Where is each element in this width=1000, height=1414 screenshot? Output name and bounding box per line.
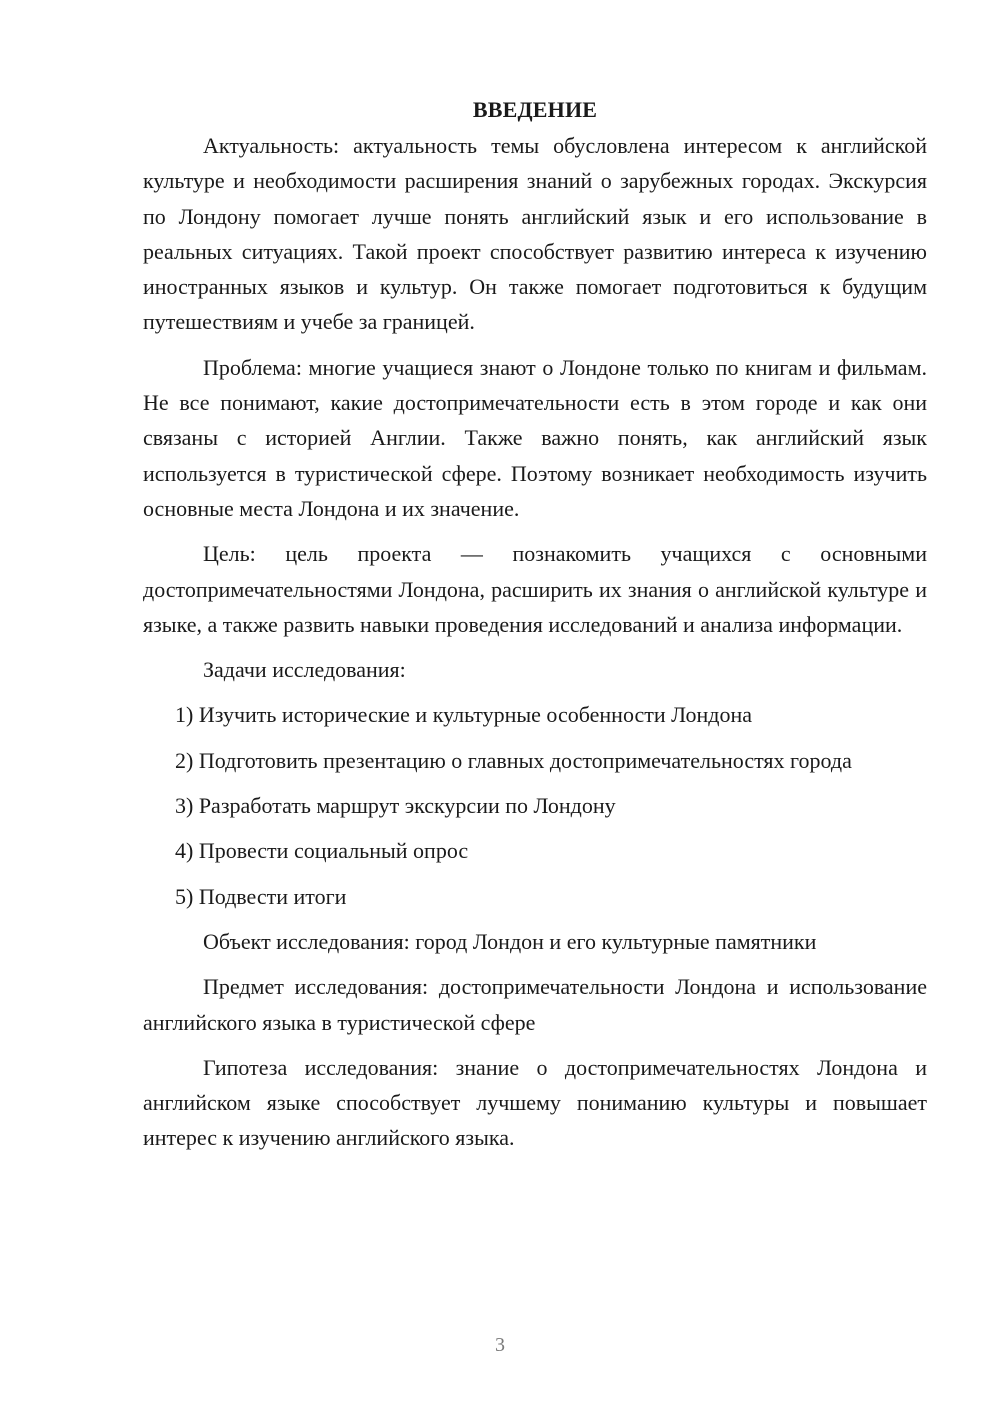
task-item: 3) Разработать маршрут экскурсии по Лондону xyxy=(175,793,616,819)
subject-paragraph: Предмет исследования: достопримечательности Лондона и использование английского языка в туристической сфере xyxy=(143,974,927,1035)
page-number: 3 xyxy=(495,1334,505,1356)
object-paragraph: Объект исследования: город Лондон и его культурные памятники xyxy=(203,928,817,954)
task-item: 1) Изучить исторические и культурные особенности Лондона xyxy=(175,702,753,728)
problem-paragraph: Проблема: многие учащиеся знают о Лондоне только по книгам и фильмам. Не все понимают, какие достопримечательности есть в этом городе и как они связаны с историей Англии. Также важно понять, как английский язык используется в туристической сфере. Поэтому возникает необходимость изучить основные места Лондона и их значение. xyxy=(143,354,927,521)
task-item: 2) Подготовить презентацию о главных достопримечательностях города xyxy=(175,747,852,773)
goal-paragraph: Цель: цель проекта — познакомить учащихся с основными достопримечательностями Лондона, расширить их знания о английской культуре и языке, а также развить навыки проведения исследований и анализа информации. xyxy=(143,541,927,637)
document-page xyxy=(143,92,927,1166)
relevance-paragraph: Актуальность: актуальность темы обусловлена интересом к английской культуре и необходимости расширения знаний о зарубежных городах. Экскурсия по Лондону помогает лучше понять английский язык и его использование в реальных ситуациях. Такой проект способствует развитию интереса к изучению иностранных языков и культур. Он также помогает подготовиться к будущим путешествиям и учебе за границей. xyxy=(143,133,927,335)
task-item: 4) Провести социальный опрос xyxy=(175,838,469,864)
tasks-label: Задачи исследования: xyxy=(203,657,406,683)
tasks-list xyxy=(143,697,927,913)
section-heading: ВВЕДЕНИЕ xyxy=(472,97,598,122)
task-item: 5) Подвести итоги xyxy=(175,883,347,909)
hypothesis-paragraph: Гипотеза исследования: знание о достопримечательностях Лондона и английском языке способствует лучшему пониманию культуры и повышает интерес к изучению английского языка. xyxy=(143,1054,927,1151)
